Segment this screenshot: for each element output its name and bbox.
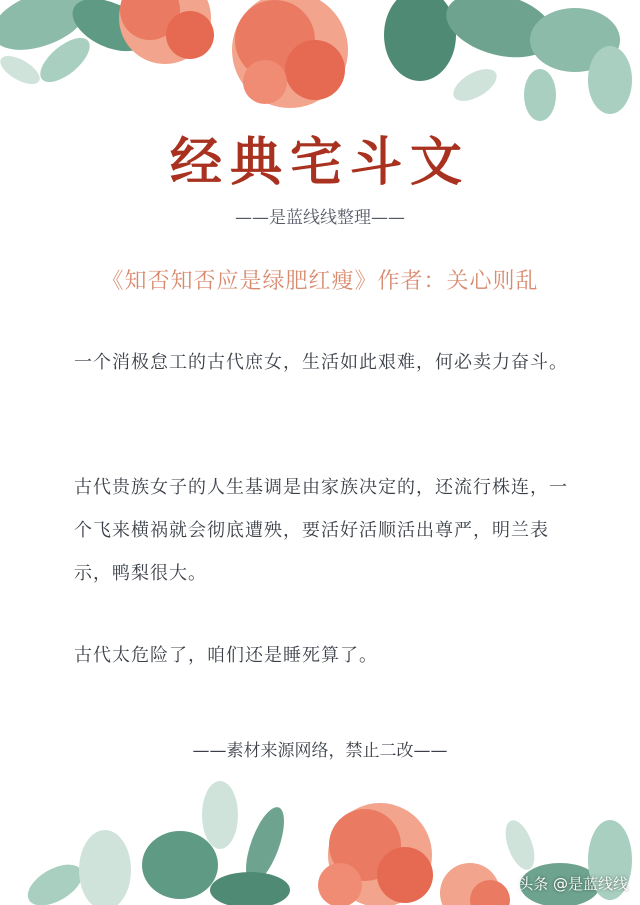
flower-bottom-right: [440, 863, 510, 905]
flower-top-center: [232, 0, 348, 108]
floral-border-top: [0, 0, 640, 130]
flower-top-left: [119, 0, 214, 64]
book-title-line: 《知否知否应是绿肥红瘦》作者：关心则乱: [101, 269, 539, 294]
subtitle: ——是蓝线线整理——: [235, 208, 405, 228]
watermark: 头条 @是蓝线线: [518, 875, 628, 893]
paragraph-3: 古代太危险了，咱们还是睡死算了。: [74, 645, 378, 666]
page-title: 经典宅斗文: [169, 132, 470, 193]
leaf-cluster-bottom-left: [21, 781, 292, 905]
paragraph-2: 古代贵族女子的人生基调是由家族决定的，还流行株连，一个飞来横祸就会彻底遭殃，要活好活顺活出尊严，明兰表示，鸭梨很大。: [74, 477, 568, 584]
leaf-cluster-right: [384, 0, 632, 121]
paragraph-1: 一个消极怠工的古代庶女，生活如此艰难，何必卖力奋斗。: [74, 352, 568, 373]
flower-bottom-center: [318, 803, 433, 905]
source-note: ——素材来源网络，禁止二改——: [192, 741, 448, 761]
